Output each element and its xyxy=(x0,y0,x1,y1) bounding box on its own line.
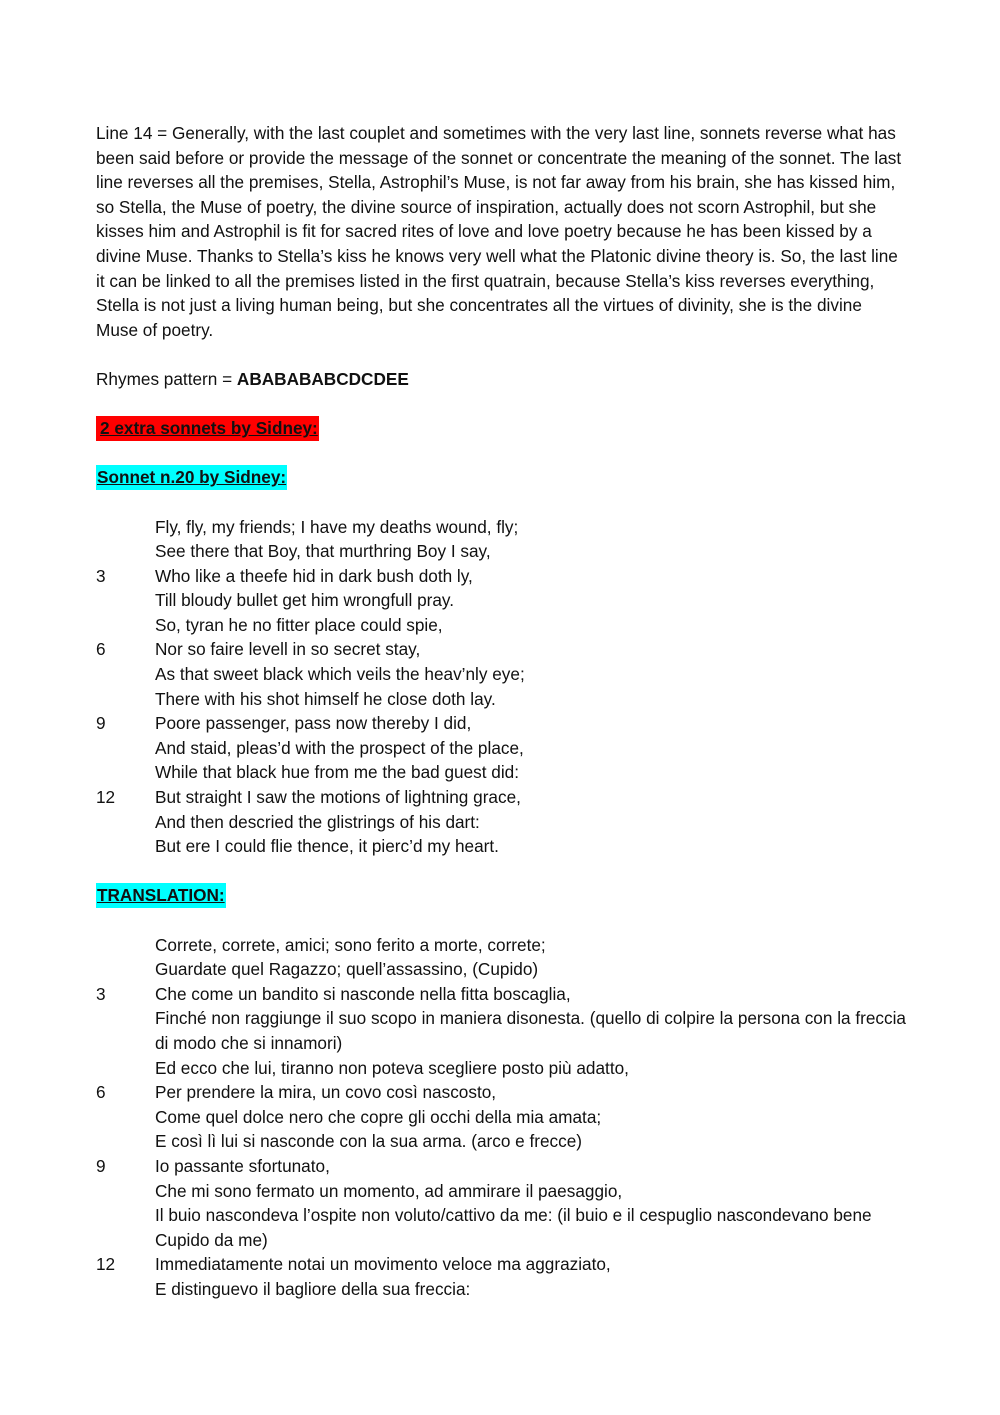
document-page xyxy=(96,121,908,1302)
line-number: 3 xyxy=(96,565,106,586)
translation-line xyxy=(96,1179,908,1204)
poem-line xyxy=(96,834,908,859)
line-number xyxy=(96,1277,155,1302)
line-text: Che mi sono fermato un momento, ad ammirare il paesaggio, xyxy=(155,1180,623,1201)
line-text: Come quel dolce nero che copre gli occhi della mia amata; xyxy=(155,1106,602,1127)
translation-line xyxy=(96,982,908,1007)
line-text: Che come un bandito si nasconde nella fitta boscaglia, xyxy=(155,983,571,1004)
spacer xyxy=(96,490,908,515)
line-number xyxy=(96,687,155,712)
line-number xyxy=(96,834,155,859)
line-number xyxy=(96,515,155,540)
poem-line xyxy=(96,785,908,810)
line-text: Nor so faire levell in so secret stay, xyxy=(155,639,421,660)
spacer xyxy=(96,441,908,466)
poem-line xyxy=(96,588,908,613)
line-text: But straight I saw the motions of lightning grace, xyxy=(155,787,521,808)
rhymes-label: Rhymes pattern = xyxy=(96,368,237,389)
line-text: And staid, pleas’d with the prospect of the place, xyxy=(155,737,524,758)
translation-line xyxy=(96,1252,908,1277)
line-text: Io passante sfortunato, xyxy=(155,1155,330,1176)
line-text: While that black hue from me the bad guest did: xyxy=(155,762,520,783)
translation-line xyxy=(96,1080,908,1105)
poem-line xyxy=(96,810,908,835)
poem-line xyxy=(96,539,908,564)
rhymes-pattern xyxy=(96,367,908,392)
line-text: But ere I could flie thence, it pierc’d my heart. xyxy=(155,836,499,857)
translation-line xyxy=(96,1056,908,1081)
line-text: Guardate quel Ragazzo; quell’assassino, (Cupido) xyxy=(155,959,539,980)
sonnet-20-heading: Sonnet n.20 by Sidney: xyxy=(96,465,287,490)
translation-line xyxy=(96,933,908,958)
spacer xyxy=(96,908,908,933)
translation-line xyxy=(96,1203,908,1252)
line-number: 6 xyxy=(96,1082,106,1103)
line-text: Who like a theefe hid in dark bush doth ly, xyxy=(155,565,473,586)
translation-line xyxy=(96,1129,908,1154)
commentary-paragraph: Line 14 = Generally, with the last couplet and sometimes with the very last line, sonnets reverse what has been said before or provide the message of the sonnet or concentrate the meaning of the sonnet. The last line reverses all the premises, Stella, Astrophil’s Muse, is not far away from his brain, she has kissed him, so Stella, the Muse of poetry, the divine source of inspiration, actually does not scorn Astrophil, but she kisses him and Astrophil is fit for sacred rites of love and love poetry because he has been kissed by a divine Muse. Thanks to Stella’s kiss he knows very well what the Platonic divine theory is. So, the last line it can be linked to all the premises listed in the first quatrain, because Stella’s kiss reverses everything, Stella is not just a living human being, but she concentrates all the virtues of divinity, she is the divine Muse of poetry. xyxy=(96,123,902,340)
poem-line xyxy=(96,687,908,712)
line-number xyxy=(96,1006,155,1055)
poem-line xyxy=(96,564,908,589)
sonnet-20-poem xyxy=(96,515,908,859)
line-number xyxy=(96,933,155,958)
line-text: As that sweet black which veils the heav’nly eye; xyxy=(155,664,525,685)
line-number xyxy=(96,662,155,687)
sonnet-20-heading-row xyxy=(96,465,908,490)
line-text: Poore passenger, pass now thereby I did, xyxy=(155,713,472,734)
line-number xyxy=(96,1179,155,1204)
line-number xyxy=(96,810,155,835)
poem-line xyxy=(96,613,908,638)
line-text: Immediatamente notai un movimento veloce ma aggraziato, xyxy=(155,1254,611,1275)
line-text: Till bloudy bullet get him wrongfull pray. xyxy=(155,590,455,611)
translation-line xyxy=(96,1277,908,1302)
translation-line xyxy=(96,1105,908,1130)
line-text: So, tyran he no fitter place could spie, xyxy=(155,614,443,635)
line-number: 12 xyxy=(96,787,116,808)
translation-poem xyxy=(96,933,908,1302)
line-text: Correte, correte, amici; sono ferito a morte, correte; xyxy=(155,934,546,955)
line-number xyxy=(96,1203,155,1252)
line-number xyxy=(96,736,155,761)
line-number: 9 xyxy=(96,1155,106,1176)
line-text: Il buio nascondeva l’ospite non voluto/cattivo da me: (il buio e il cespuglio nascondevano bene Cupido da me) xyxy=(155,1205,872,1250)
translation-line xyxy=(96,1154,908,1179)
line-number xyxy=(96,588,155,613)
spacer xyxy=(96,859,908,884)
extra-sonnets-heading: 2 extra sonnets by Sidney: xyxy=(96,416,319,441)
line-text: Per prendere la mira, un covo così nascosto, xyxy=(155,1082,497,1103)
translation-heading-row xyxy=(96,883,908,908)
line-number xyxy=(96,539,155,564)
poem-line xyxy=(96,515,908,540)
line-text: Finché non raggiunge il suo scopo in maniera disonesta. (quello di colpire la persona con la freccia di modo che si innamori) xyxy=(155,1008,906,1053)
line-text: Fly, fly, my friends; I have my deaths wound, fly; xyxy=(155,516,519,537)
line-number: 9 xyxy=(96,713,106,734)
translation-line xyxy=(96,1006,908,1055)
spacer xyxy=(96,392,908,417)
line-number xyxy=(96,613,155,638)
line-text: And then descried the glistrings of his dart: xyxy=(155,811,480,832)
poem-line xyxy=(96,736,908,761)
poem-line xyxy=(96,760,908,785)
spacer xyxy=(96,342,908,367)
line-number xyxy=(96,1056,155,1081)
translation-heading: TRANSLATION: xyxy=(96,883,226,908)
rhymes-value: ABABABABCDCDEE xyxy=(236,368,409,389)
line-number: 3 xyxy=(96,983,106,1004)
line-number xyxy=(96,1129,155,1154)
poem-line xyxy=(96,711,908,736)
extra-sonnets-heading-row xyxy=(96,416,908,441)
line-text: E distinguevo il bagliore della sua freccia: xyxy=(155,1278,471,1299)
line-text: Ed ecco che lui, tiranno non poteva scegliere posto più adatto, xyxy=(155,1057,629,1078)
line-text: There with his shot himself he close doth lay. xyxy=(155,688,496,709)
line-number: 12 xyxy=(96,1254,116,1275)
line-number xyxy=(96,1105,155,1130)
line-number: 6 xyxy=(96,639,106,660)
poem-line xyxy=(96,662,908,687)
line-text: E così lì lui si nasconde con la sua arma. (arco e frecce) xyxy=(155,1131,583,1152)
line-number xyxy=(96,760,155,785)
translation-line xyxy=(96,957,908,982)
line-text: See there that Boy, that murthring Boy I say, xyxy=(155,541,491,562)
poem-line xyxy=(96,637,908,662)
line-number xyxy=(96,957,155,982)
